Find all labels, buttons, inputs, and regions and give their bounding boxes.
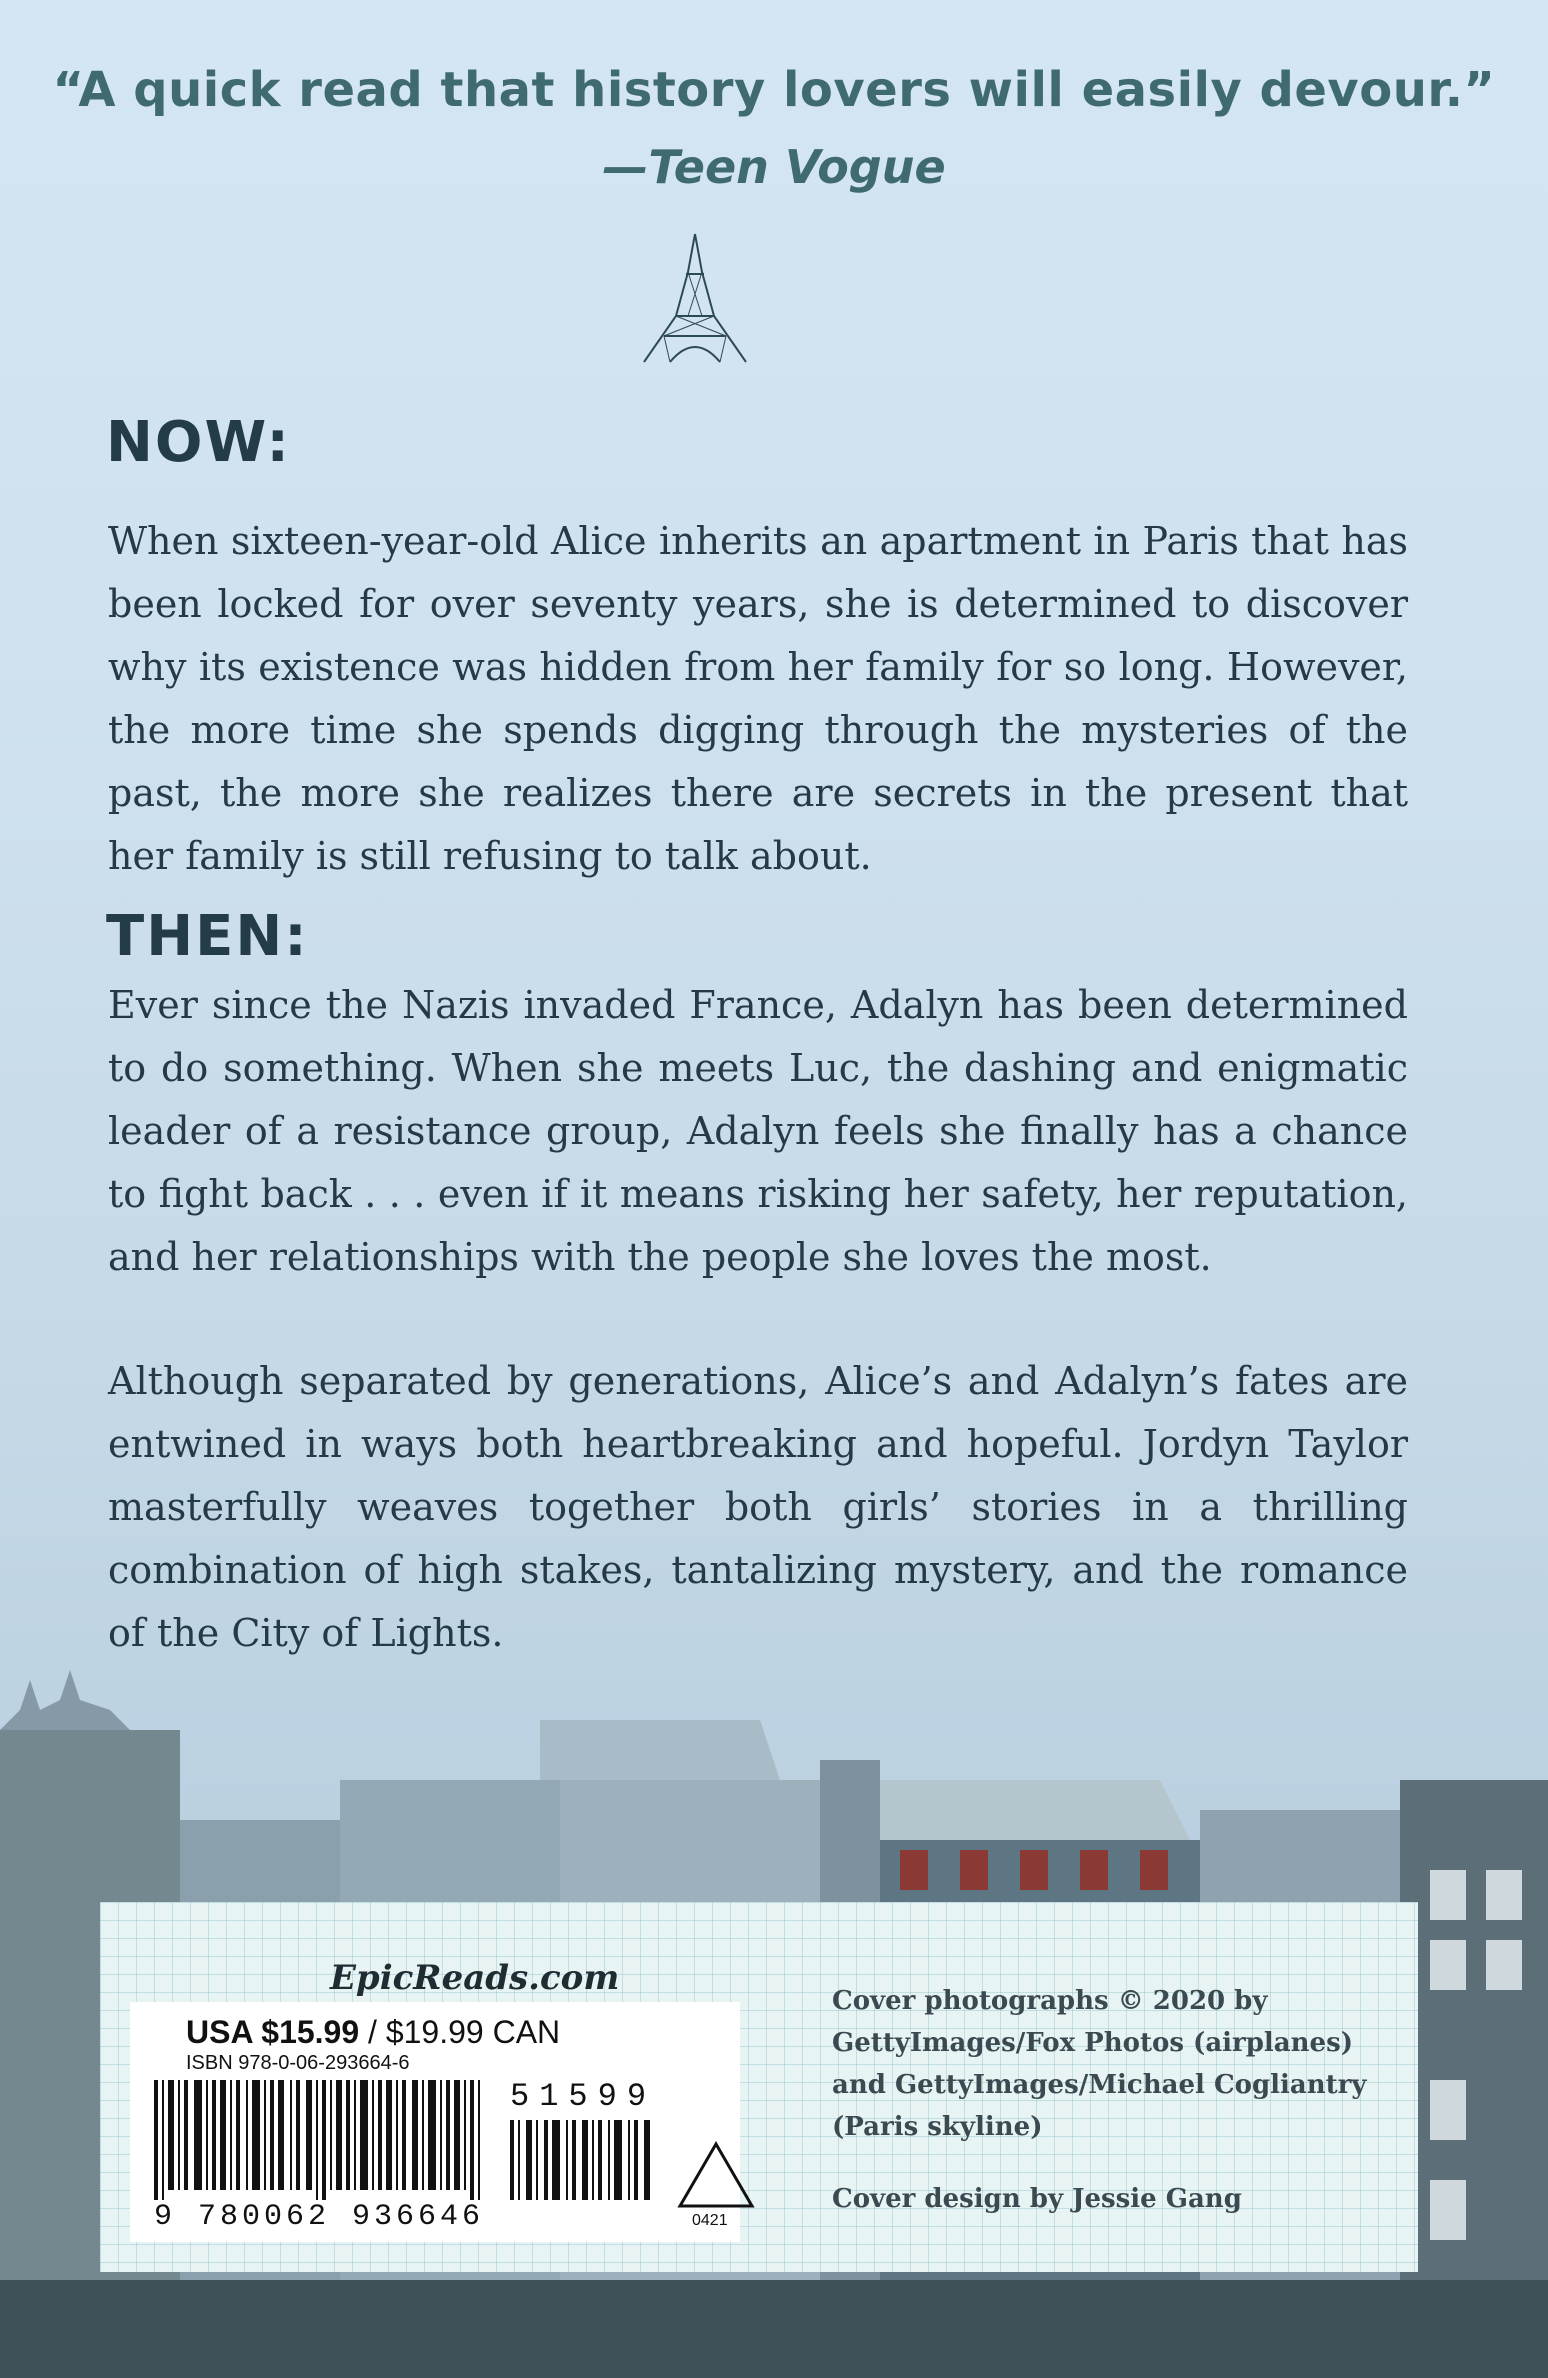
ean-number: 9 780062 936646 xyxy=(154,2200,485,2234)
price-code: 51599 xyxy=(510,2078,657,2115)
price-barcode-icon xyxy=(510,2120,660,2200)
then-heading: THEN: xyxy=(106,904,309,969)
now-heading: NOW: xyxy=(106,410,291,475)
review-source: —Teen Vogue xyxy=(602,140,946,194)
photo-credits: Cover photographs © 2020 by GettyImages/Fox Photos (airplanes) and GettyImages/Michael Cogliantry (Paris skyline) xyxy=(832,1986,1367,2142)
summary-paragraph: Although separated by generations, Alice’s and Adalyn’s fates are entwined in ways both heartbreaking and hopeful. Jordyn Taylor masterfully weaves together both girls’ stories in a thrilling combination of high stakes, tantalizing mystery, and the romance of the City of Lights. xyxy=(108,1359,1408,1655)
design-credit: Cover design by Jessie Gang xyxy=(832,2184,1242,2214)
eiffel-tower-icon xyxy=(640,232,750,364)
isbn-label: ISBN 978-0-06-293664-6 xyxy=(186,2052,410,2074)
triangle-mark-icon xyxy=(676,2140,756,2210)
price-usa: USA $15.99 xyxy=(186,2014,360,2050)
now-paragraph: When sixteen-year-old Alice inherits an apartment in Paris that has been locked for over seventy years, she is determined to discover why its existence was hidden from her family for so long. However, the more time she spends digging through the mysteries of the past, the more she realizes there are secrets in the present that her family is still refusing to talk about. xyxy=(108,519,1408,878)
barcode-icon xyxy=(154,2080,494,2200)
print-code: 0421 xyxy=(692,2212,728,2229)
price-can: / $19.99 CAN xyxy=(359,2014,561,2050)
review-quote: “A quick read that history lovers will easily devour.” xyxy=(52,62,1496,118)
price-label xyxy=(186,2014,560,2051)
then-paragraph: Ever since the Nazis invaded France, Adalyn has been determined to do something. When she meets Luc, the dashing and enigmatic leader of a resistance group, Adalyn feels she finally has a chance to fight back . . . even if it means risking her safety, her reputation, and her relationships with the people she loves the most. xyxy=(108,983,1408,1279)
publisher-logo: EpicReads.com xyxy=(330,1958,620,1998)
